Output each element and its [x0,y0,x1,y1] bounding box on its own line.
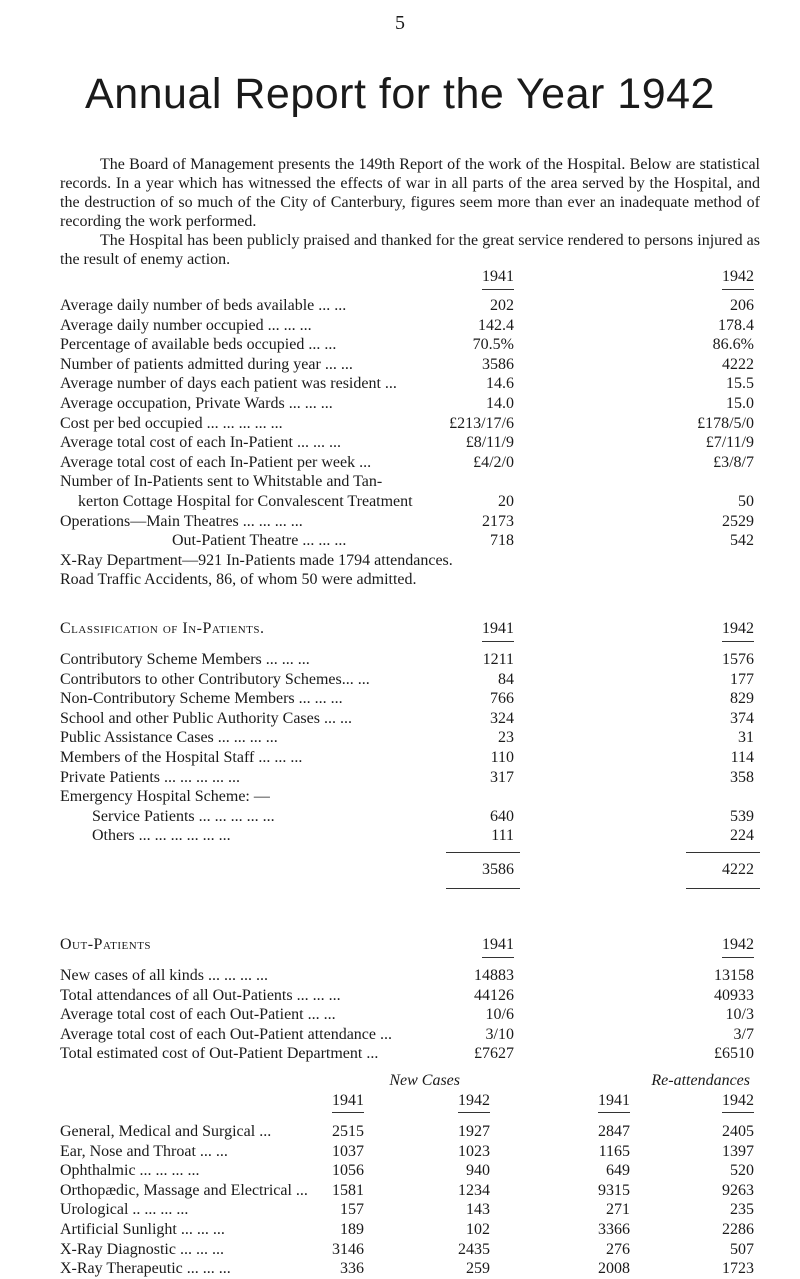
re-1942: 1397 [722,1142,754,1160]
value-1941: 111 [491,827,514,845]
total-rule-1941 [446,888,520,889]
table-header [60,934,760,958]
re-1941: 649 [606,1162,630,1180]
value-1941: 640 [490,807,514,825]
value-1942: £3/8/7 [713,453,754,471]
group-header [60,1072,760,1090]
row-label: Percentage of available beds occupied ... ... [60,336,337,354]
section-heading: Classification of In-Patients. [60,620,265,637]
new-1941: 1581 [332,1181,364,1199]
new-1941: 189 [340,1220,364,1238]
row-label: Number of patients admitted during year ... ... [60,355,353,373]
row-label: Urological .. ... ... ... [60,1201,189,1219]
group-header-new-cases: New Cases [389,1072,460,1089]
table-row [60,355,760,375]
table-row [60,335,760,355]
new-1941: 1037 [332,1142,364,1160]
column-header-1942: 1942 [722,618,754,642]
value-1942: 2529 [722,512,754,530]
column-header-re-1941: 1941 [598,1090,630,1113]
intro-paragraph-2: The Hospital has been publicly praised and thanked for the great service rendered to persons injured as the result of enemy action. [60,232,760,268]
table-row [60,1122,760,1142]
column-header-1942: 1942 [722,266,754,290]
table-row [60,689,760,709]
table-row [60,1200,760,1220]
row-label: X-Ray Therapeutic ... ... ... [60,1260,231,1278]
re-1941: 3366 [598,1220,630,1238]
value-1942: 374 [730,709,754,727]
row-label: Emergency Hospital Scheme: — [60,788,270,806]
table-row [60,807,760,827]
value-1942: 539 [730,807,754,825]
new-1941: 2515 [332,1123,364,1140]
total-rule-1941 [446,852,520,853]
table-row [60,394,760,414]
value-1942: 178.4 [718,316,754,334]
table-row [60,787,760,807]
table-row [60,986,760,1006]
value-1942: £6510 [714,1045,754,1063]
table-row [60,650,760,670]
new-1942: 102 [466,1220,490,1238]
table-row [60,512,760,532]
value-1942: 114 [730,748,754,766]
table-row [60,728,760,748]
re-1942: 235 [730,1201,754,1219]
table-row [60,709,760,729]
row-label: Out-Patient Theatre ... ... ... [172,532,347,550]
new-1941: 1056 [332,1162,364,1180]
group-header-reattendances: Re-attendances [651,1072,750,1089]
table-row [60,1181,760,1201]
row-label: General, Medical and Surgical ... [60,1123,272,1140]
re-1942: 1723 [722,1260,754,1278]
departments-table [60,1072,760,1279]
value-1941: 142.4 [478,316,514,334]
value-1942: 177 [730,670,754,688]
row-label: Non-Contributory Scheme Members ... ... ... [60,690,343,708]
new-1941: 157 [340,1201,364,1219]
table-row [60,1142,760,1162]
new-1942: 259 [466,1260,490,1278]
row-label: Total estimated cost of Out-Patient Department ... [60,1045,379,1063]
value-1941: 317 [490,768,514,786]
new-1941: 336 [340,1260,364,1278]
column-header-new-1942: 1942 [458,1090,490,1113]
table-row [60,296,760,316]
page-number: 5 [395,12,405,34]
row-label: kerton Cottage Hospital for Convalescent Treatment [78,492,413,510]
totals-row [60,860,760,880]
value-1942: 13158 [714,967,754,984]
value-1942: 50 [738,492,754,510]
table-row [60,1005,760,1025]
column-header-1941: 1941 [482,934,514,958]
value-1941: 766 [490,690,514,708]
table-row [60,748,760,768]
re-1941: 2847 [598,1123,630,1140]
new-1942: 1234 [458,1181,490,1199]
value-1942: 206 [730,297,754,314]
road-traffic-note: Road Traffic Accidents, 86, of whom 50 were admitted. [60,571,417,589]
column-header-1941: 1941 [482,618,514,642]
new-1942: 940 [466,1162,490,1180]
value-1942: 1576 [722,651,754,668]
value-1942: £7/11/9 [705,434,754,452]
re-1941: 271 [606,1201,630,1219]
value-1941: £8/11/9 [465,434,514,452]
re-1942: 507 [730,1240,754,1258]
value-1941: 10/6 [485,1006,514,1024]
value-1941: £7627 [474,1045,514,1063]
value-1941: 718 [490,532,514,550]
new-1942: 1927 [458,1123,490,1140]
value-1941: 14.6 [486,375,514,393]
classification-table [60,618,760,894]
row-label: Average total cost of each Out-Patient attendance ... [60,1025,393,1043]
report-title: Annual Report for the Year 1942 [85,70,715,118]
value-1941: 110 [490,748,514,766]
outpatients-table [60,934,760,1064]
intro-paragraph-1: The Board of Management presents the 149th Report of the work of the Hospital. Below are statistical records. In a year which has witnessed the effects of war in all parts of the area served by the Hospital, and the destruction of so much of the City of Canterbury, figures seem more than ever an inadequate method of recording the work performed. [60,156,760,230]
value-1942: £178/5/0 [697,414,754,432]
value-1941: 44126 [474,986,514,1004]
value-1941: 84 [498,670,514,688]
total-1942: 4222 [722,860,754,878]
row-label: Service Patients ... ... ... ... ... [92,807,275,825]
new-1941: 3146 [332,1240,364,1258]
table-row [60,768,760,788]
row-label: Artificial Sunlight ... ... ... [60,1220,225,1238]
value-1941: 3586 [482,355,514,373]
table-row [60,1220,760,1240]
section-heading: Out-Patients [60,936,152,953]
row-label: Others ... ... ... ... ... ... [92,827,231,845]
column-header-re-1942: 1942 [722,1090,754,1113]
value-1942: 829 [730,690,754,708]
value-1941: 324 [490,709,514,727]
value-1942: 224 [730,827,754,845]
value-1941: 1211 [482,651,514,668]
column-header-1942: 1942 [722,934,754,958]
value-1942: 358 [730,768,754,786]
value-1942: 542 [730,532,754,550]
table-row [60,414,760,434]
table-row [60,1044,760,1064]
table-row [60,433,760,453]
re-1941: 2008 [598,1260,630,1278]
value-1942: 31 [738,729,754,747]
value-1942: 86.6% [712,336,754,354]
row-label: Ear, Nose and Throat ... ... [60,1142,228,1160]
re-1941: 1165 [598,1142,630,1160]
value-1941: 3/10 [485,1025,514,1043]
row-label: X-Ray Diagnostic ... ... ... [60,1240,224,1258]
row-label: Average number of days each patient was resident ... [60,375,397,393]
table-row [60,1025,760,1045]
new-1942: 1023 [458,1142,490,1160]
total-rule-1942 [686,888,760,889]
row-label: Contributory Scheme Members ... ... ... [60,651,310,668]
table-row [60,374,760,394]
value-1941: 14883 [474,967,514,984]
xray-note: X-Ray Department—921 In-Patients made 1794 attendances. [60,551,453,569]
row-label: Private Patients ... ... ... ... ... [60,768,240,786]
table-row [60,1161,760,1181]
value-1941: 14.0 [486,394,514,412]
table-row [60,670,760,690]
value-1941: £213/17/6 [449,414,514,432]
re-1942: 2286 [722,1220,754,1238]
row-label: Average daily number of beds available ... ... [60,297,347,314]
row-label: Number of In-Patients sent to Whitstable and Tan- [60,473,383,491]
row-label: Orthopædic, Massage and Electrical ... [60,1181,308,1199]
value-1942: 40933 [714,986,754,1004]
row-label: School and other Public Authority Cases ... ... [60,709,352,727]
value-1942: 10/3 [725,1006,754,1024]
row-label: Public Assistance Cases ... ... ... ... [60,729,278,747]
re-1942: 520 [730,1162,754,1180]
table-row [60,966,760,986]
row-label: Average daily number occupied ... ... ... [60,316,312,334]
re-1941: 9315 [598,1181,630,1199]
row-label: Average occupation, Private Wards ... ... ... [60,394,333,412]
value-1942: 3/7 [733,1025,754,1043]
new-1942: 143 [466,1201,490,1219]
row-label: Contributors to other Contributory Schemes... ... [60,670,370,688]
value-1941: 23 [498,729,514,747]
row-label: Members of the Hospital Staff ... ... ... [60,748,303,766]
value-1942: 15.0 [726,394,754,412]
value-1941: £4/2/0 [473,453,514,471]
re-1942: 9263 [722,1181,754,1199]
value-1942: 15.5 [726,375,754,393]
intro-text [60,155,760,269]
table-row [60,826,760,846]
row-label: Cost per bed occupied ... ... ... ... ... [60,414,283,432]
value-1941: 70.5% [472,336,514,354]
table-row [60,472,760,492]
total-1941: 3586 [482,860,514,878]
value-1941: 2173 [482,512,514,530]
table-header [60,618,760,642]
new-1942: 2435 [458,1240,490,1258]
table-row [60,1259,760,1279]
table-row [60,492,760,512]
row-label: Average total cost of each In-Patient per week ... [60,453,372,471]
total-rule-1942 [686,852,760,853]
table-row [60,453,760,473]
column-header-1941: 1941 [482,266,514,290]
row-label: Ophthalmic ... ... ... ... [60,1162,200,1180]
row-label: Average total cost of each In-Patient ... ... ... [60,434,341,452]
table-header [60,1090,760,1114]
table-header [60,266,760,290]
value-1941: 20 [498,492,514,510]
row-label: Operations—Main Theatres ... ... ... ... [60,512,303,530]
value-1941: 202 [490,297,514,314]
row-label: Total attendances of all Out-Patients ... ... ... [60,986,341,1004]
general-statistics-table [60,266,760,590]
table-row [60,1240,760,1260]
row-label: Average total cost of each Out-Patient ... ... [60,1006,336,1024]
re-1941: 276 [606,1240,630,1258]
value-1942: 4222 [722,355,754,373]
row-label: New cases of all kinds ... ... ... ... [60,967,268,984]
column-header-new-1941: 1941 [332,1090,364,1113]
table-row [60,531,760,551]
re-1942: 2405 [722,1123,754,1140]
table-row [60,316,760,336]
